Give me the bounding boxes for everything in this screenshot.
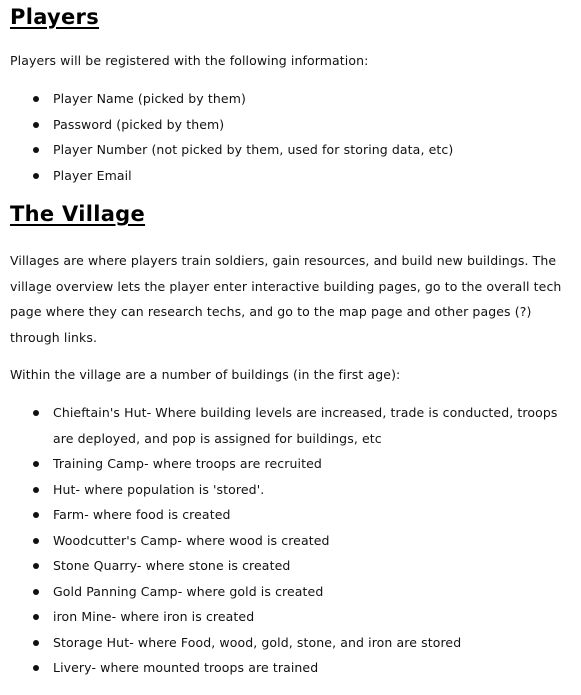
village-heading: The Village xyxy=(10,202,146,226)
list-item: Player Number (not picked by them, used for storing data, etc) xyxy=(0,137,581,163)
buildings-list xyxy=(0,400,581,681)
list-item: Player Name (picked by them) xyxy=(0,86,581,112)
list-item: Woodcutter's Camp- where wood is created xyxy=(0,528,581,554)
list-item: Chieftain's Hut- Where building levels are increased, trade is conducted, troops are deployed, and pop is assigned for buildings, etc xyxy=(0,400,581,451)
players-intro: Players will be registered with the following information: xyxy=(10,53,369,68)
list-item: Hut- where population is 'stored'. xyxy=(0,477,581,503)
list-item: Gold Panning Camp- where gold is created xyxy=(0,579,581,605)
list-item: Farm- where food is created xyxy=(0,502,581,528)
list-item: Training Camp- where troops are recruited xyxy=(0,451,581,477)
list-item: Livery- where mounted troops are trained xyxy=(0,655,581,681)
list-item: Storage Hut- where Food, wood, gold, stone, and iron are stored xyxy=(0,630,581,656)
players-info-list xyxy=(0,86,581,188)
village-description: Villages are where players train soldiers, gain resources, and build new buildings. The village overview lets the player enter interactive building pages, go to the overall tech page where they can research techs, and go to the map page and other pages (?) through links. xyxy=(10,253,562,345)
list-item: Password (picked by them) xyxy=(0,112,581,138)
players-heading: Players xyxy=(10,5,100,29)
list-item: Stone Quarry- where stone is created xyxy=(0,553,581,579)
buildings-intro: Within the village are a number of buildings (in the first age): xyxy=(10,367,401,382)
list-item: Player Email xyxy=(0,163,581,189)
list-item: iron Mine- where iron is created xyxy=(0,604,581,630)
